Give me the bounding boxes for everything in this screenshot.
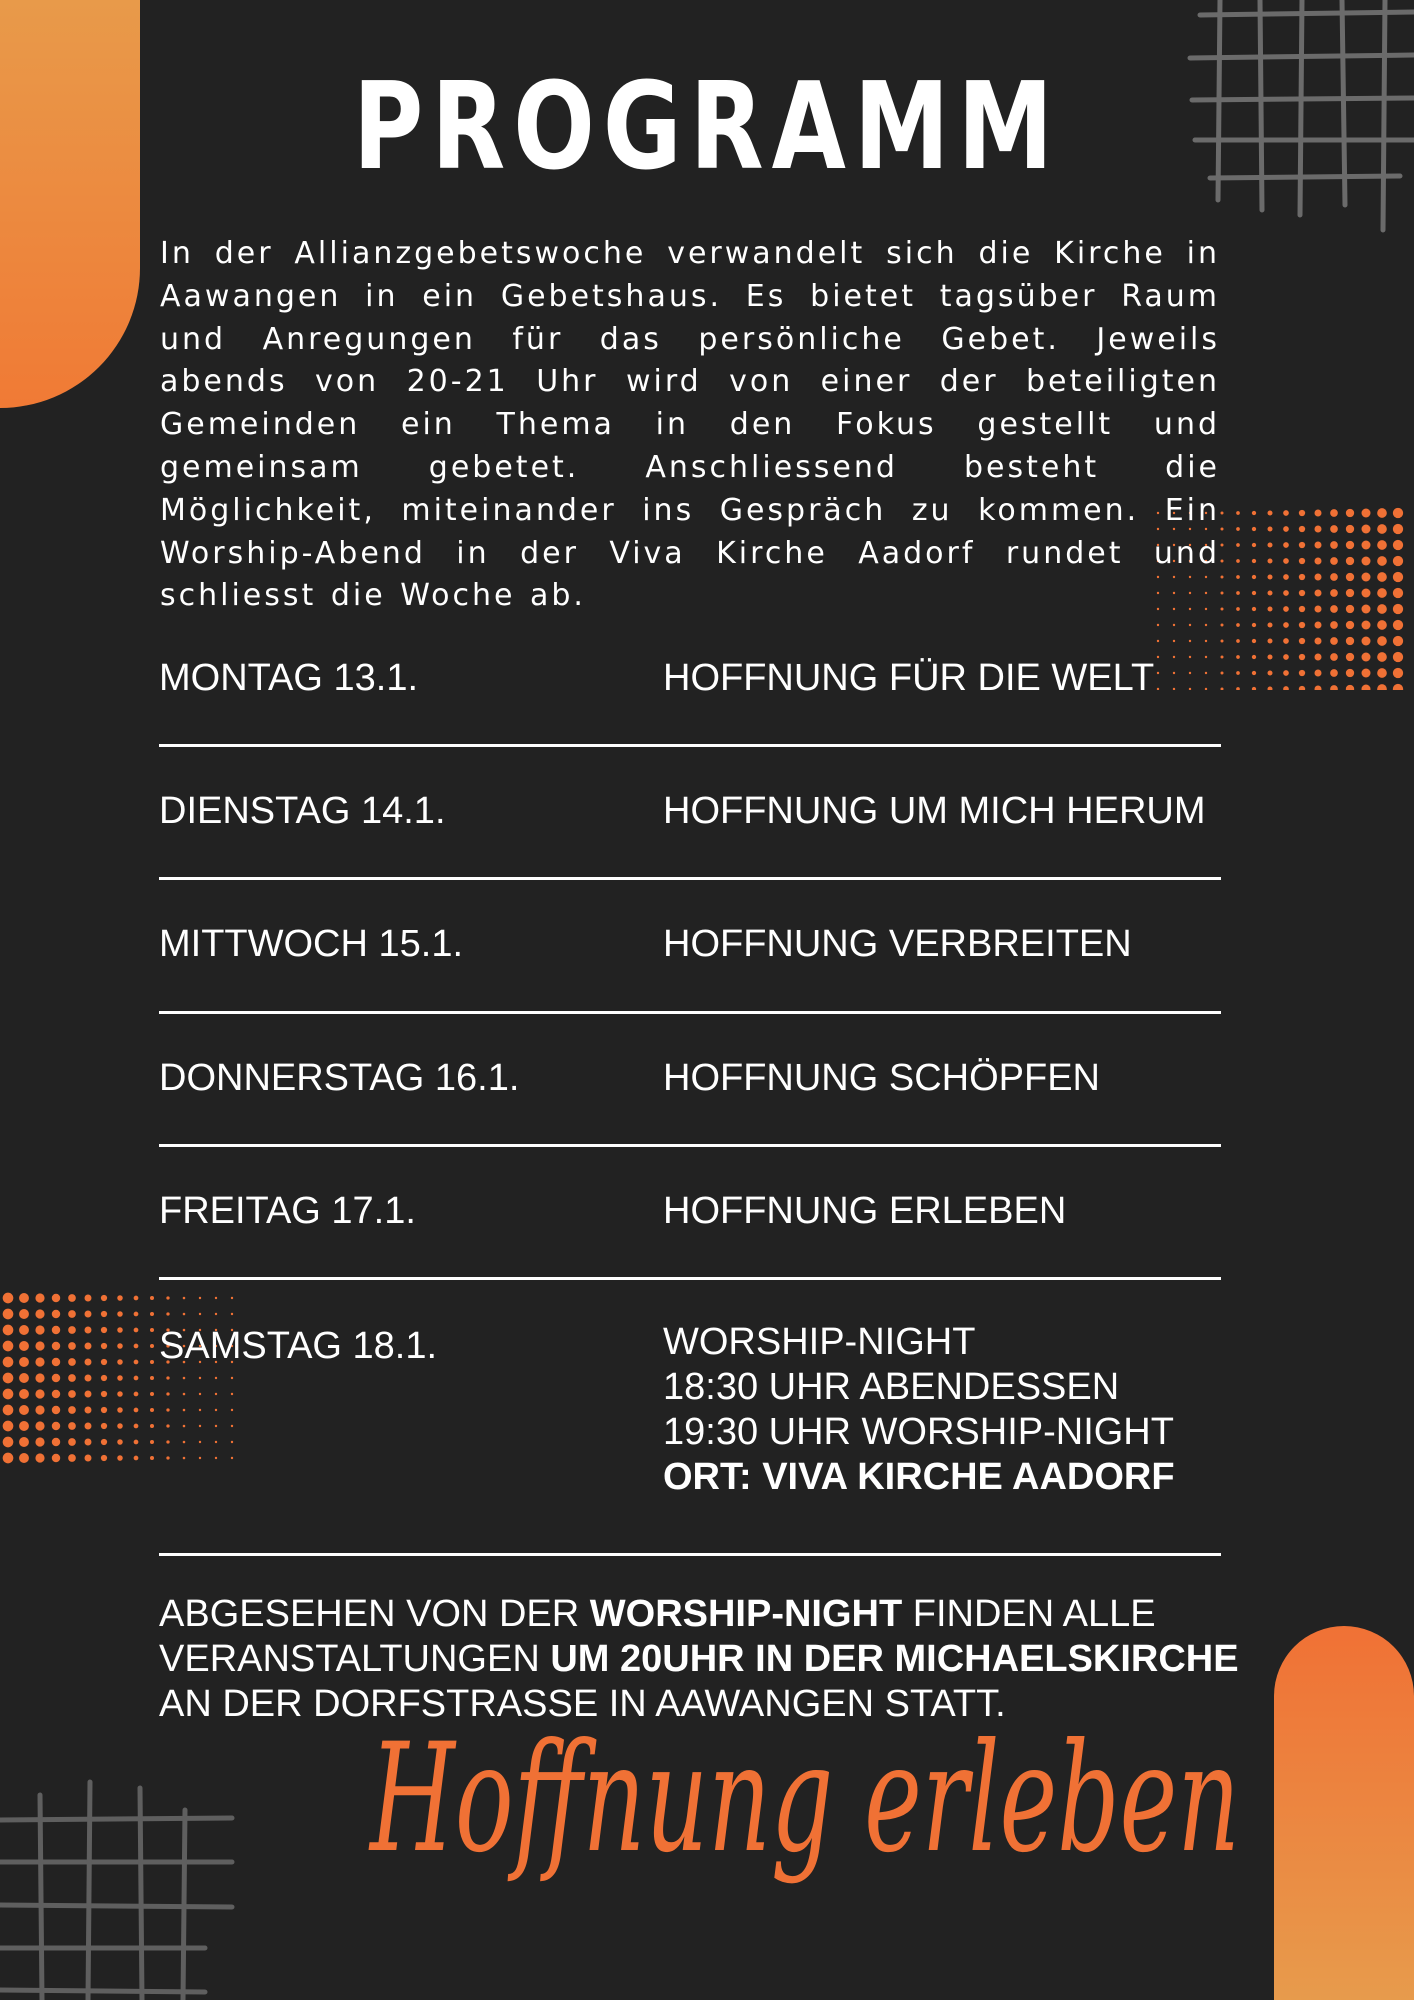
decorative-dot	[1236, 559, 1240, 563]
decorative-dot	[52, 1326, 60, 1334]
decorative-dot	[1377, 572, 1387, 582]
decorative-dot	[1283, 654, 1289, 660]
decorative-dot	[1283, 638, 1289, 644]
decorative-dot	[1346, 621, 1354, 629]
decorative-dot	[134, 1440, 139, 1445]
decorative-dot	[1377, 636, 1387, 646]
decorative-dot	[68, 1390, 76, 1398]
decorative-orange-shape-bottom-right	[1274, 1626, 1414, 2000]
decorative-dot	[52, 1310, 60, 1318]
decorative-dot	[1346, 557, 1354, 565]
decorative-dot	[1268, 655, 1273, 660]
decorative-dot	[85, 1311, 92, 1318]
decorative-dot	[1252, 687, 1256, 690]
decorative-dot	[35, 1357, 44, 1366]
decorative-dot	[101, 1391, 107, 1397]
decorative-dot	[1362, 557, 1371, 566]
decorative-dot	[1205, 624, 1207, 626]
decorative-dot	[1330, 525, 1338, 533]
decorative-dot	[1252, 655, 1256, 659]
decorative-dot	[150, 1360, 154, 1364]
decorative-dot	[1377, 540, 1387, 550]
decorative-dot	[101, 1311, 107, 1317]
decorative-dot	[1377, 668, 1387, 678]
decorative-dot	[35, 1389, 44, 1398]
decorative-dot	[1189, 624, 1191, 626]
decorative-dot	[1221, 512, 1224, 515]
decorative-dot	[1268, 607, 1273, 612]
decorative-dot	[1283, 606, 1289, 612]
decorative-dot	[68, 1374, 76, 1382]
decorative-dot	[1393, 604, 1403, 614]
decorative-dot	[1393, 620, 1403, 630]
decorative-dot	[68, 1326, 76, 1334]
decorative-dot	[1236, 623, 1240, 627]
decorative-dot	[1393, 684, 1403, 690]
decorative-dot	[1393, 652, 1403, 662]
intro-paragraph: In der Allianzgebetswoche verwandelt sich die Kirche in Aawangen in ein Gebetshaus. Es bietet tagsüber Raum und Anregungen für das persönliche Gebet. Jeweils abends von 20-21 Uhr wird von einer der beteiligten Gemeinden ein Thema in den Fokus gestellt und gemeinsam gebetet. Anschliessend besteht die Möglichkeit, miteinander ins Gespräch zu kommen. Ein Worship-Abend in der Viva Kirche Aadorf rundet und schliesst die Woche ab.	[160, 236, 1220, 614]
decorative-dot	[1299, 654, 1305, 660]
decorative-dot	[1346, 605, 1354, 613]
decorative-dot	[85, 1455, 92, 1462]
decorative-dot	[1252, 543, 1256, 547]
decorative-dot	[19, 1405, 29, 1415]
decorative-dot	[1283, 574, 1289, 580]
decorative-dot	[150, 1408, 154, 1412]
decorative-dot	[3, 1341, 14, 1352]
schedule-day: FREITAG 17.1.	[159, 1190, 416, 1232]
decorative-dot	[85, 1359, 92, 1366]
decorative-dot	[1299, 686, 1305, 690]
footer-highlight: WORSHIP-NIGHT	[589, 1593, 903, 1635]
decorative-dot	[52, 1390, 60, 1398]
decorative-dot	[1330, 589, 1338, 597]
decorative-dot	[134, 1376, 139, 1381]
decorative-dot	[1268, 591, 1273, 596]
decorative-dot	[1236, 575, 1240, 579]
decorative-dot	[1330, 685, 1338, 690]
decorative-dot	[1221, 608, 1224, 611]
decorative-dot	[1393, 540, 1403, 550]
decorative-dot	[1268, 671, 1273, 676]
decorative-dot	[150, 1344, 154, 1348]
decorative-dot	[1268, 639, 1273, 644]
decorative-dot	[85, 1343, 92, 1350]
decorative-dot	[68, 1454, 76, 1462]
decorative-dot	[1362, 541, 1371, 550]
decorative-dot	[1299, 622, 1305, 628]
decorative-dot	[1252, 639, 1256, 643]
decorative-dot	[1377, 604, 1387, 614]
decorative-dot	[85, 1439, 92, 1446]
decorative-dot	[1299, 542, 1305, 548]
decorative-dot	[1315, 574, 1322, 581]
decorative-dot	[68, 1422, 76, 1430]
schedule-day: SAMSTAG 18.1.	[159, 1325, 438, 1367]
decorative-dot	[68, 1406, 76, 1414]
decorative-dot	[1346, 589, 1354, 597]
decorative-dot	[19, 1453, 29, 1463]
decorative-dot	[1315, 654, 1322, 661]
decorative-dot	[68, 1310, 76, 1318]
decorative-dot	[1362, 669, 1371, 678]
decorative-dot	[134, 1296, 139, 1301]
event-line: 18:30 UHR ABENDESSEN	[663, 1366, 1120, 1408]
decorative-dot	[19, 1437, 29, 1447]
footer-text: AN DER DORFSTRASSE IN AAWANGEN STATT.	[159, 1683, 1006, 1725]
decorative-dot	[117, 1407, 123, 1413]
decorative-dot	[52, 1374, 60, 1382]
decorative-dot	[150, 1312, 154, 1316]
decorative-dot	[1315, 590, 1322, 597]
decorative-dot	[1330, 541, 1338, 549]
decorative-dot	[1315, 510, 1322, 517]
decorative-dot	[1236, 687, 1240, 690]
decorative-dot	[19, 1373, 29, 1383]
decorative-dot	[1393, 636, 1403, 646]
decorative-dot	[134, 1424, 139, 1429]
decorative-dot	[19, 1341, 29, 1351]
decorative-dot	[117, 1439, 123, 1445]
decorative-dot	[1362, 525, 1371, 534]
decorative-dot	[1299, 590, 1305, 596]
grid-pattern-bottom-left	[0, 1770, 240, 2000]
decorative-dot	[52, 1438, 60, 1446]
decorative-dot	[1252, 671, 1256, 675]
schedule-topic: HOFFNUNG FÜR DIE WELT	[663, 657, 1155, 699]
decorative-dot	[35, 1309, 44, 1318]
decorative-dot	[134, 1408, 139, 1413]
decorative-dot	[35, 1421, 44, 1430]
decorative-dot	[1362, 573, 1371, 582]
decorative-dot	[1268, 511, 1273, 516]
script-slogan-text: Hoffnung erleben	[368, 1712, 1241, 1886]
decorative-dot	[1283, 686, 1289, 690]
event-line: WORSHIP-NIGHT	[663, 1321, 976, 1363]
footer-text: ABGESEHEN VON DER	[159, 1593, 590, 1635]
schedule-row-tuesday	[159, 747, 1221, 880]
decorative-dot	[1377, 652, 1387, 662]
decorative-dot	[150, 1456, 154, 1460]
decorative-dot	[1362, 637, 1371, 646]
decorative-dot	[52, 1406, 60, 1414]
decorative-dot	[1283, 526, 1289, 532]
decorative-dot	[1221, 592, 1224, 595]
decorative-dot	[1268, 559, 1273, 564]
decorative-dot	[3, 1293, 14, 1304]
decorative-dot	[150, 1440, 154, 1444]
decorative-dot	[1362, 621, 1371, 630]
decorative-dot	[1236, 591, 1240, 595]
decorative-dot	[117, 1295, 123, 1301]
decorative-dot	[1268, 687, 1273, 691]
decorative-dot	[1315, 526, 1322, 533]
decorative-dot	[1377, 556, 1387, 566]
decorative-dot	[1221, 576, 1224, 579]
decorative-dot	[35, 1373, 44, 1382]
schedule-topic: HOFFNUNG ERLEBEN	[663, 1190, 1067, 1232]
schedule-list	[159, 640, 1221, 1556]
decorative-orange-shape-top-left	[0, 0, 140, 408]
decorative-dot	[1377, 588, 1387, 598]
decorative-dot	[1252, 559, 1256, 563]
decorative-dot	[1362, 589, 1371, 598]
decorative-dot	[68, 1294, 76, 1302]
decorative-dot	[1283, 590, 1289, 596]
decorative-dot	[35, 1341, 44, 1350]
decorative-dot	[3, 1453, 14, 1464]
decorative-dot	[85, 1423, 92, 1430]
decorative-dot	[150, 1296, 154, 1300]
decorative-dot	[1377, 620, 1387, 630]
decorative-dot	[1346, 525, 1354, 533]
decorative-dot	[101, 1359, 107, 1365]
schedule-topic: HOFFNUNG VERBREITEN	[663, 923, 1132, 965]
decorative-dot	[19, 1421, 29, 1431]
decorative-dot	[1346, 541, 1354, 549]
schedule-day: MONTAG 13.1.	[159, 657, 419, 699]
decorative-dot	[1299, 510, 1305, 516]
decorative-dot	[1283, 510, 1289, 516]
decorative-dot	[1330, 669, 1338, 677]
decorative-dot	[1393, 556, 1403, 566]
decorative-dot	[1236, 527, 1240, 531]
decorative-dot	[1157, 624, 1159, 626]
decorative-dot	[19, 1293, 29, 1303]
decorative-dot	[3, 1325, 14, 1336]
decorative-dot	[101, 1343, 107, 1349]
decorative-dot	[117, 1327, 123, 1333]
decorative-dot	[117, 1375, 123, 1381]
decorative-dot	[101, 1439, 107, 1445]
decorative-dot	[117, 1455, 123, 1461]
decorative-dot	[1236, 607, 1240, 611]
decorative-dot	[1268, 543, 1273, 548]
decorative-dot	[101, 1295, 107, 1301]
decorative-dot	[35, 1325, 44, 1334]
decorative-dot	[35, 1293, 44, 1302]
decorative-dot	[1283, 558, 1289, 564]
decorative-dot	[1362, 685, 1371, 691]
decorative-dot	[1221, 624, 1224, 627]
decorative-dot	[1330, 509, 1338, 517]
decorative-dot	[1346, 573, 1354, 581]
schedule-topic: HOFFNUNG UM MICH HERUM	[663, 790, 1206, 832]
decorative-dot	[1252, 511, 1256, 515]
decorative-dot	[35, 1405, 44, 1414]
decorative-dot	[101, 1455, 107, 1461]
decorative-dot	[19, 1325, 29, 1335]
decorative-dot	[52, 1454, 60, 1462]
decorative-dot	[1299, 606, 1305, 612]
decorative-dot	[52, 1294, 60, 1302]
decorative-dot	[1393, 668, 1403, 678]
event-location: ORT: VIVA KIRCHE AADORF	[663, 1456, 1175, 1498]
decorative-dot	[1315, 542, 1322, 549]
decorative-dot	[1393, 588, 1403, 598]
decorative-dot	[52, 1358, 60, 1366]
decorative-dot	[134, 1392, 139, 1397]
decorative-dot	[1393, 508, 1403, 518]
decorative-dot	[150, 1328, 154, 1332]
decorative-dot	[1330, 637, 1338, 645]
decorative-dot	[1283, 542, 1289, 548]
decorative-dot	[85, 1407, 92, 1414]
decorative-dot	[101, 1423, 107, 1429]
schedule-topic: HOFFNUNG SCHÖPFEN	[663, 1057, 1100, 1099]
decorative-dot	[1362, 653, 1371, 662]
decorative-dot	[117, 1391, 123, 1397]
decorative-dot	[1346, 669, 1354, 677]
decorative-dot	[1236, 655, 1240, 659]
decorative-dot	[1236, 639, 1240, 643]
decorative-dot	[150, 1424, 154, 1428]
decorative-dot	[85, 1375, 92, 1382]
decorative-dot	[3, 1357, 14, 1368]
decorative-dot	[1346, 509, 1354, 517]
decorative-dot	[1236, 671, 1240, 675]
decorative-dot	[1362, 605, 1371, 614]
decorative-dot	[3, 1421, 14, 1432]
decorative-dot	[101, 1327, 107, 1333]
decorative-dot	[117, 1359, 123, 1365]
decorative-dot	[134, 1360, 139, 1365]
schedule-day: DONNERSTAG 16.1.	[159, 1057, 520, 1099]
decorative-dot	[117, 1311, 123, 1317]
decorative-dot	[117, 1423, 123, 1429]
decorative-dot	[1299, 558, 1305, 564]
decorative-dot	[1252, 591, 1256, 595]
decorative-dot	[1299, 574, 1305, 580]
decorative-dot	[3, 1309, 14, 1320]
decorative-dot	[134, 1312, 139, 1317]
decorative-dot	[35, 1453, 44, 1462]
decorative-dot	[3, 1437, 14, 1448]
decorative-dot	[68, 1342, 76, 1350]
decorative-dot	[1299, 670, 1305, 676]
schedule-day: MITTWOCH 15.1.	[159, 923, 464, 965]
decorative-dot	[1268, 575, 1273, 580]
decorative-dot	[1315, 622, 1322, 629]
decorative-dot	[1252, 607, 1256, 611]
decorative-dot	[1377, 508, 1387, 518]
decorative-dot	[1252, 575, 1256, 579]
decorative-dot	[1377, 524, 1387, 534]
page-title: PROGRAMM	[353, 58, 1061, 197]
decorative-dot	[19, 1309, 29, 1319]
decorative-dot	[1252, 527, 1256, 531]
decorative-dot	[134, 1344, 139, 1349]
decorative-dot	[68, 1358, 76, 1366]
decorative-dot	[101, 1407, 107, 1413]
schedule-day: DIENSTAG 14.1.	[159, 790, 446, 832]
decorative-dot	[1283, 670, 1289, 676]
decorative-dot	[1346, 685, 1354, 690]
footer-text: FINDEN ALLE VERANSTALTUNGEN	[159, 1593, 1156, 1680]
decorative-dot	[85, 1295, 92, 1302]
decorative-dot	[52, 1422, 60, 1430]
decorative-dot	[3, 1405, 14, 1416]
decorative-dot	[35, 1437, 44, 1446]
decorative-dot	[1315, 670, 1322, 677]
decorative-dot	[1236, 543, 1240, 547]
decorative-dot	[52, 1342, 60, 1350]
decorative-dot	[1299, 638, 1305, 644]
decorative-dot	[3, 1389, 14, 1400]
decorative-dot	[1315, 606, 1322, 613]
decorative-dot	[1283, 622, 1289, 628]
decorative-dot	[1173, 624, 1175, 626]
decorative-dot	[1330, 605, 1338, 613]
decorative-dot	[1221, 560, 1224, 563]
schedule-row-friday	[159, 1147, 1221, 1280]
decorative-dot	[1330, 653, 1338, 661]
decorative-dot	[1330, 621, 1338, 629]
decorative-dot	[19, 1357, 29, 1367]
decorative-dot	[1346, 653, 1354, 661]
decorative-dot	[85, 1391, 92, 1398]
decorative-dot	[85, 1327, 92, 1334]
decorative-dot	[1236, 511, 1240, 515]
decorative-dot	[1315, 686, 1322, 691]
decorative-dot	[1393, 524, 1403, 534]
decorative-dot	[1346, 637, 1354, 645]
decorative-dot	[1330, 573, 1338, 581]
decorative-dot	[1393, 572, 1403, 582]
schedule-row-saturday	[159, 1280, 1221, 1556]
decorative-dot	[1377, 684, 1387, 690]
decorative-dot	[150, 1392, 154, 1396]
decorative-dot	[1268, 623, 1273, 628]
decorative-dot	[1315, 558, 1322, 565]
decorative-dot	[134, 1328, 139, 1333]
decorative-dot	[134, 1456, 139, 1461]
schedule-row-wednesday	[159, 880, 1221, 1014]
decorative-dot	[1315, 638, 1322, 645]
decorative-dot	[1330, 557, 1338, 565]
schedule-row-monday	[159, 640, 1221, 747]
schedule-row-thursday	[159, 1014, 1221, 1147]
footer-highlight: UM 20UHR IN DER MICHAELSKIRCHE	[550, 1638, 1239, 1680]
decorative-dot	[1362, 509, 1371, 518]
event-line: 19:30 UHR WORSHIP-NIGHT	[663, 1411, 1174, 1453]
decorative-dot	[1268, 527, 1273, 532]
decorative-dot	[68, 1438, 76, 1446]
decorative-dot	[3, 1373, 14, 1384]
decorative-dot	[1252, 623, 1256, 627]
decorative-dot	[117, 1343, 123, 1349]
decorative-dot	[150, 1376, 154, 1380]
decorative-dot	[101, 1375, 107, 1381]
decorative-dot	[19, 1389, 29, 1399]
schedule-topic-details	[663, 1320, 1175, 1500]
decorative-dot	[1299, 526, 1305, 532]
decorative-dot	[1221, 544, 1224, 547]
script-slogan	[360, 1690, 1260, 1930]
decorative-dot	[1221, 528, 1224, 531]
